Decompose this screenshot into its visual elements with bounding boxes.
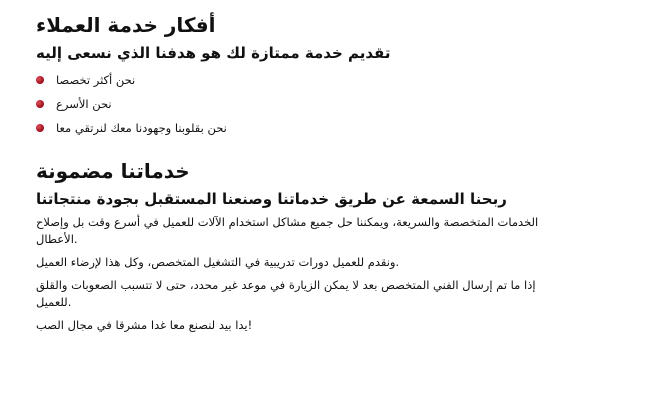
paragraph: الخدمات المتخصصة والسريعة، ويمكننا حل جميع مشاكل استخدام الآلات للعميل في أسرع وقت بل وإصلاح الأعطال. xyxy=(36,215,539,246)
list-item-text: نحن بقلوبنا وجهودنا معك لنرتقي معا xyxy=(56,121,227,135)
paragraph: إذا ما تم إرسال الفني المتخصص بعد لا يمكن الزيارة في موعد غير محدد، حتى لا تتسبب الصعوبات والقلق للعميل. xyxy=(36,278,536,309)
customer-service-section xyxy=(36,12,618,140)
list-item xyxy=(36,68,618,92)
list-item xyxy=(36,116,618,140)
bullet-dot-icon xyxy=(36,100,44,108)
paragraph: يدا بيد لنصنع معا غدا مشرقا في مجال الصب! xyxy=(36,318,253,332)
section-title-guaranteed-services: خدماتنا مضمونة xyxy=(36,159,190,183)
section-subtitle-excellent-service: تقديم خدمة ممتازة لك هو هدفنا الذي نسعى إليه xyxy=(36,44,391,62)
bullet-dot-icon xyxy=(36,76,44,84)
section-subtitle-reputation: ربحنا السمعة عن طريق خدماتنا وصنعنا المستقبل بجودة منتجاتنا xyxy=(36,190,507,208)
section-title-customer-service: أفكار خدمة العملاء xyxy=(36,13,216,37)
list-item-text: نحن الأسرع xyxy=(56,97,112,111)
features-list xyxy=(36,68,618,140)
list-item-text: نحن أكثر تخصصا xyxy=(56,73,136,87)
guaranteed-services-section xyxy=(36,158,618,334)
list-item xyxy=(36,92,618,116)
bullet-dot-icon xyxy=(36,124,44,132)
paragraph: ونقدم للعميل دورات تدريبية في التشغيل المتخصص، وكل هذا لإرضاء العميل. xyxy=(36,255,400,269)
